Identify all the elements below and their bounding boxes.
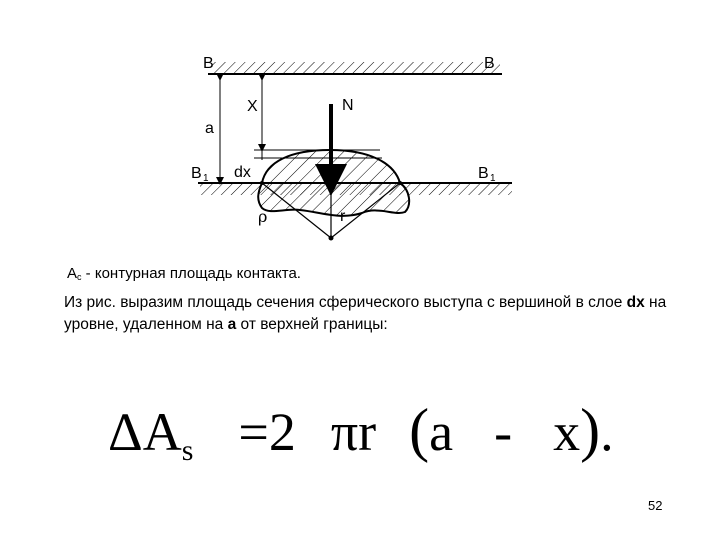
formula-x: x: [553, 402, 581, 462]
label-r: r: [340, 208, 346, 225]
body-paragraph: [64, 292, 694, 336]
label-rho: ρ: [258, 207, 268, 226]
caption: [67, 265, 301, 282]
edge-point-right: [398, 181, 402, 185]
formula-two: 2: [268, 402, 296, 462]
caption-symbol-sub: c: [77, 272, 82, 282]
contact-figure: [0, 0, 720, 260]
edge-point-left: [260, 181, 264, 185]
formula-rparen: ): [580, 397, 601, 463]
formula-delta-A: ΔA: [108, 402, 182, 462]
formula-period: .: [600, 402, 614, 462]
page-number: 52: [648, 498, 663, 513]
label-B1-left: B: [191, 165, 202, 182]
contact-point: [329, 181, 334, 186]
formula-a: a: [429, 402, 454, 462]
label-B1-left-sub: 1: [203, 173, 209, 184]
paragraph-part3: от верхней границы:: [236, 316, 388, 333]
formula-minus: -: [494, 402, 513, 462]
paragraph-part1: Из рис. выразим площадь сечения сферического выступа с вершиной в слое: [64, 294, 627, 311]
caption-text: - контурная площадь контакта.: [81, 265, 301, 282]
label-B1-right: B: [478, 165, 489, 182]
label-B1-right-sub: 1: [490, 173, 496, 184]
paragraph-bold-dx: dx: [626, 294, 645, 311]
label-X: X: [247, 98, 258, 115]
formula-sub-s: s: [181, 434, 194, 467]
label-a: a: [205, 120, 214, 137]
upper-boundary: [208, 62, 502, 74]
asperity-body: [258, 150, 409, 216]
label-dx: dx: [234, 164, 251, 181]
paragraph-part2: на уровне, удаленном на: [64, 294, 667, 333]
caption-symbol: A: [67, 265, 78, 282]
area-formula: [108, 397, 614, 481]
formula-equals: =: [238, 402, 269, 462]
label-N: N: [342, 97, 354, 114]
formula-lparen: (: [409, 397, 430, 463]
label-B-right: B: [484, 55, 495, 72]
label-B-left: B: [203, 55, 214, 72]
formula-pi-r: πr: [330, 402, 377, 462]
paragraph-bold-a: a: [227, 316, 237, 333]
center-point: [329, 236, 334, 241]
